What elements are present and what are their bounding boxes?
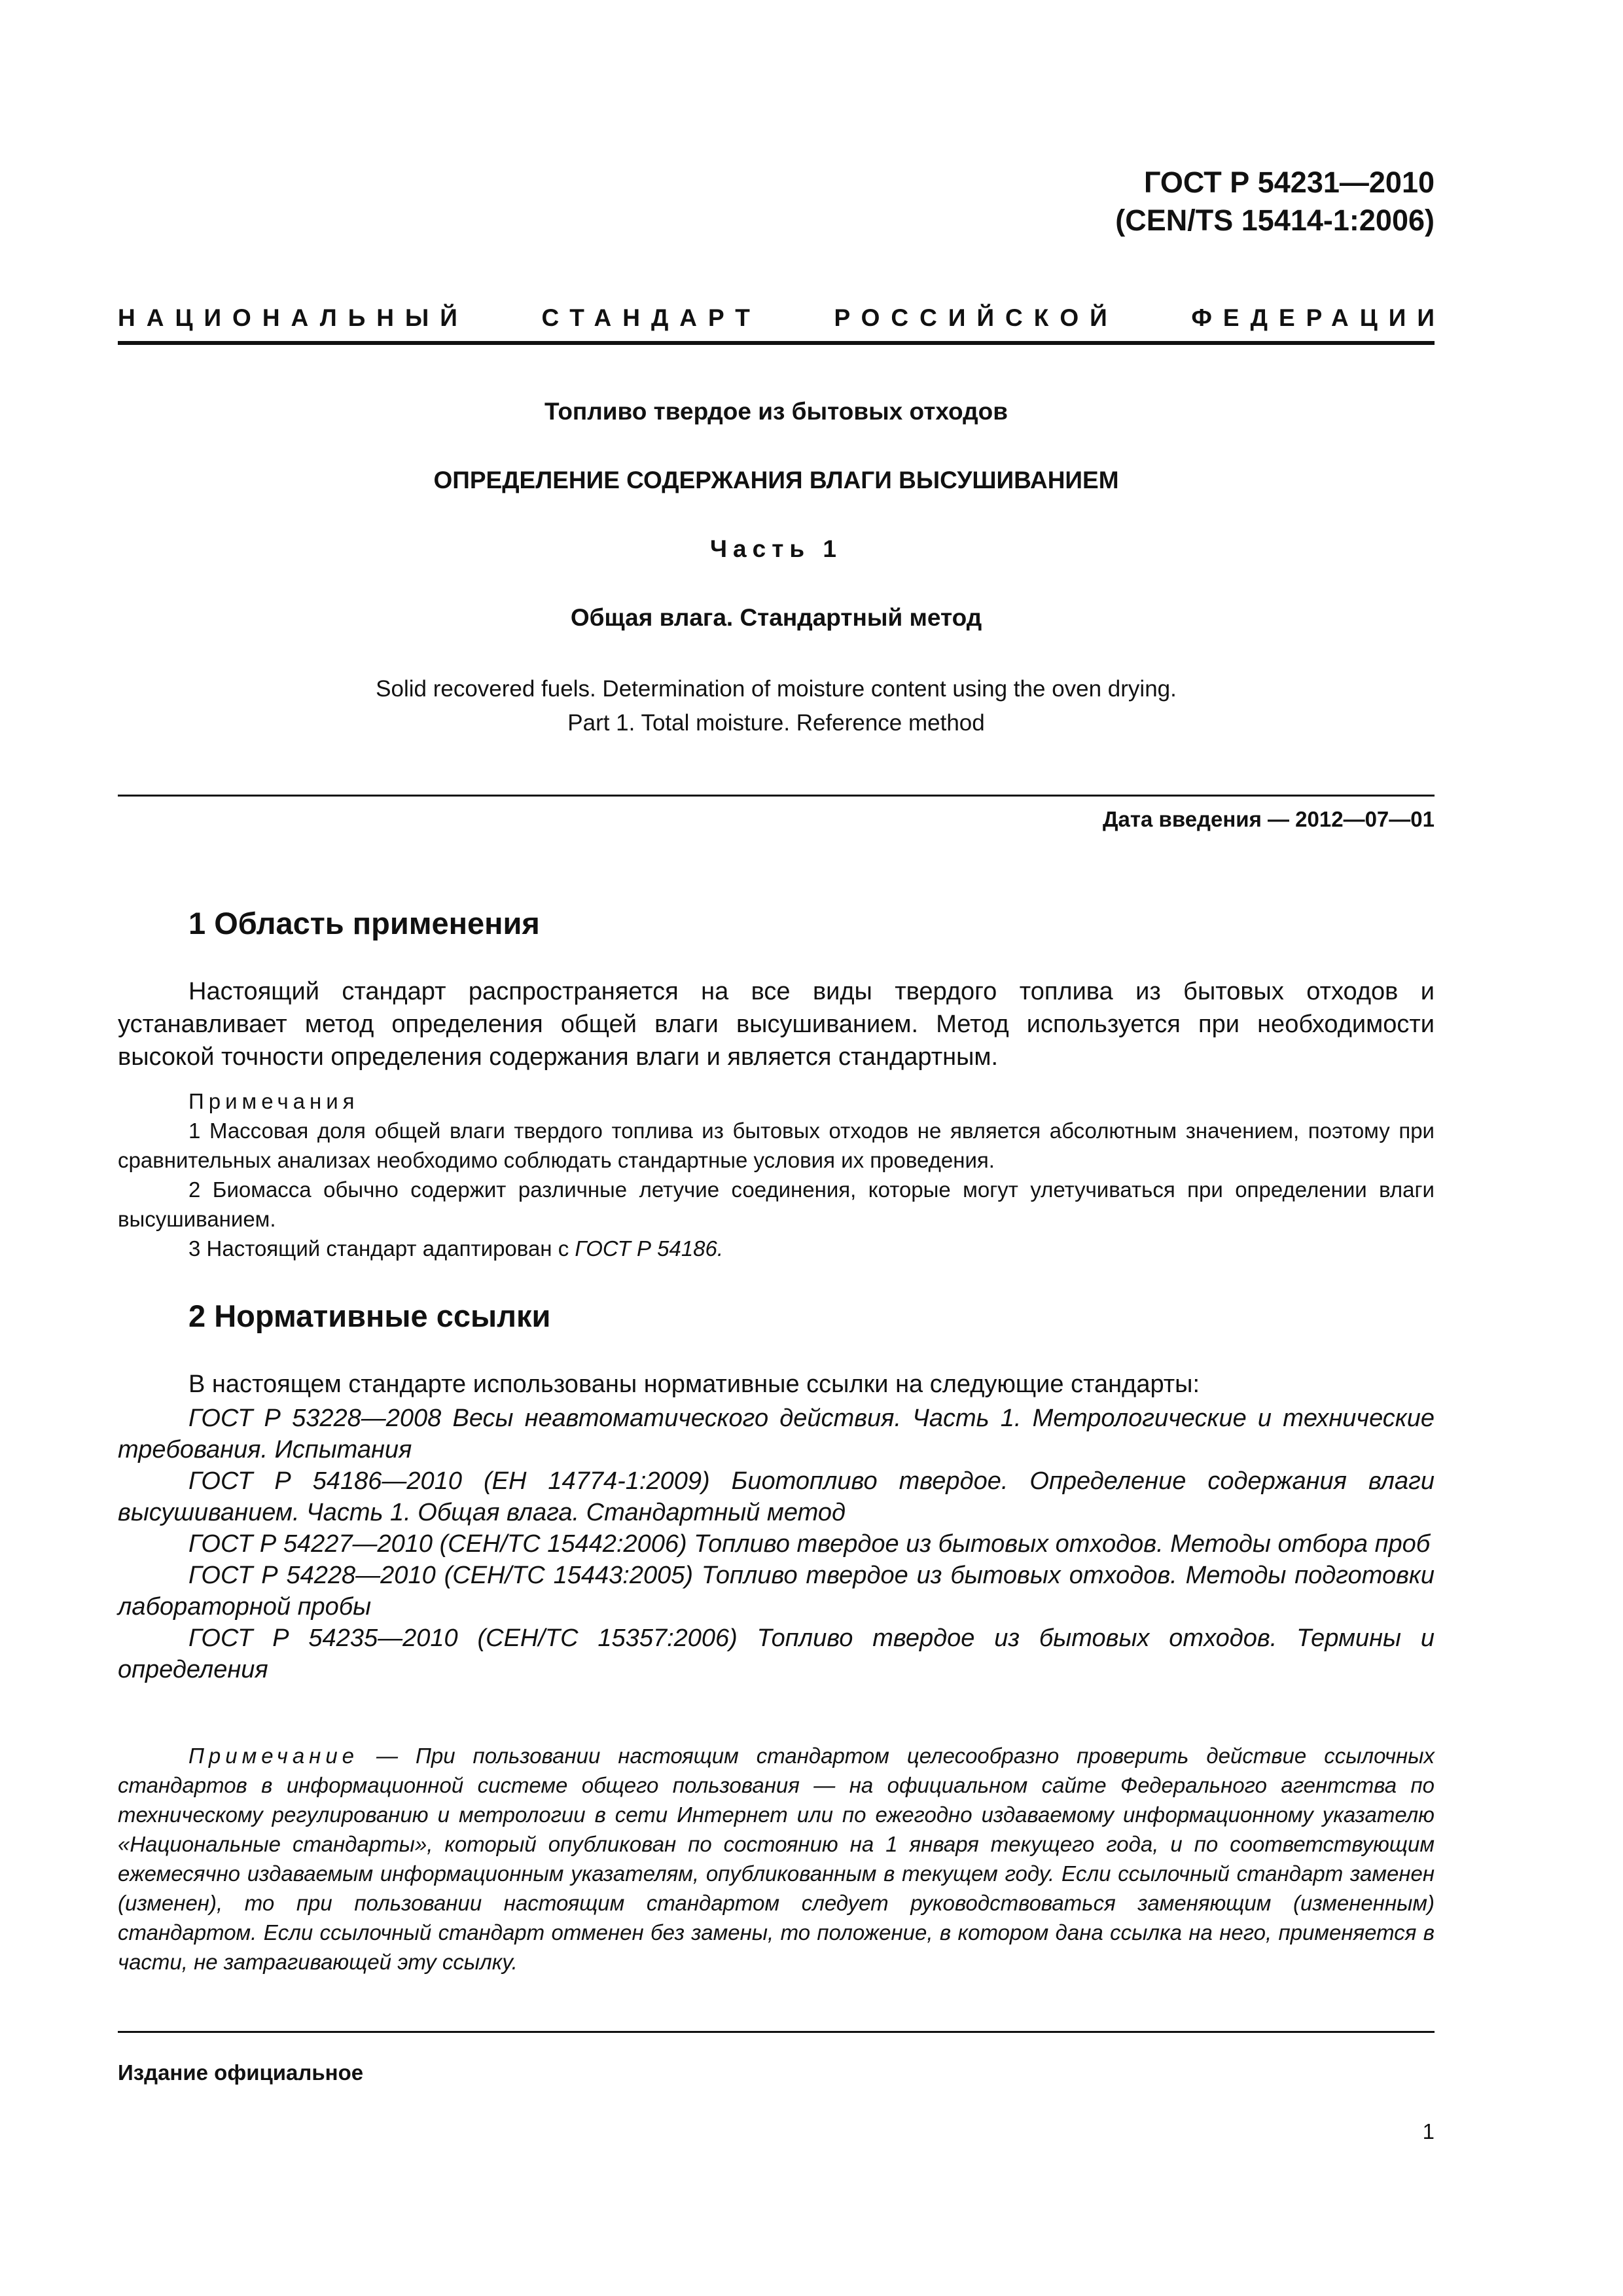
national-standard-title [118,302,1446,334]
date-introduction: Дата введения — 2012—07—01 [1103,807,1435,831]
section-1-heading: 1 Область применения [188,906,540,941]
page-number: 1 [1422,2119,1435,2144]
note-2: 2 Биомасса обычно содержит различные летучие соединения, которые могут улетучиваться при определении влаги высушиванием. [118,1177,1435,1231]
title-subject: Топливо твердое из бытовых отходов [544,398,1008,425]
title-part: Часть 1 [710,535,842,562]
title-subtitle: Общая влага. Стандартный метод [570,604,982,631]
official-edition: Издание официальное [118,2060,364,2085]
date-rule [118,795,1435,797]
notes-label: Примечания [188,1089,359,1113]
title-rule [118,341,1435,345]
nat-word-2: СТАНДАРТ [541,304,761,331]
section-1-text: Настоящий стандарт распространяется на все виды твердого топлива из бытовых отходов и устанавливает метод определения общей влаги высушиванием. Метод используется при необходимости высокой точности определения содержания влаги и является стандартным. [118,978,1435,1071]
title-english-line1: Solid recovered fuels. Determination of moisture content using the oven drying. [376,676,1177,702]
reference-list [118,1403,1435,1685]
reference-item: ГОСТ Р 54235—2010 (СЕН/ТС 15357:2006) Топливо твердое из бытовых отходов. Термины и определения [118,1624,1435,1683]
section-2-intro [118,1368,1435,1401]
gost-code: ГОСТ Р 54231—2010 [1143,166,1435,199]
section-1-paragraph [118,975,1435,1073]
reference-item: ГОСТ Р 53228—2008 Весы неавтоматического действия. Часть 1. Метрологические и технические требования. Испытания [118,1405,1435,1463]
note-1: 1 Массовая доля общей влаги твердого топлива из бытовых отходов не является абсолютным значением, поэтому при сравнительных анализах необходимо соблюдать стандартные условия их проведения. [118,1119,1435,1172]
footer-rule [118,2031,1435,2033]
section-2-intro-text: В настоящем стандарте использованы нормативные ссылки на следующие стандарты: [188,1371,1200,1398]
reference-item: ГОСТ Р 54227—2010 (СЕН/ТС 15442:2006) Топливо твердое из бытовых отходов. Методы отбора проб [188,1530,1431,1558]
note-text: — При пользовании настоящим стандартом целесообразно проверить действие ссылочных стандартов в информационной системе общего пользования — на официальном сайте Федерального агентства по техническому регулированию и метрологии в сети Интернет или по ежегодно издаваемому информационному указателю «Национальные стандарты», который опубликован по состоянию на 1 января текущего года, и по соответствующим ежемесячно издаваемым информационным указателям, опубликованным в текущем году. Если ссылочный стандарт заменен (изменен), то при пользовании настоящим стандартом следует руководствоваться заменяющим (измененным) стандартом. Если ссылочный стандарт отменен без замены, то положение, в котором дана ссылка на него, применяется в части, не затрагивающей эту ссылку. [118,1744,1435,1974]
cen-code: (CEN/TS 15414-1:2006) [1115,204,1435,237]
title-main: ОПРЕДЕЛЕНИЕ СОДЕРЖАНИЯ ВЛАГИ ВЫСУШИВАНИЕМ [433,467,1119,493]
note-3-ref: ГОСТ Р 54186. [575,1236,724,1261]
section-1-notes [118,1086,1435,1263]
note-label: Примечание [188,1744,359,1768]
document-page [118,0,1446,2296]
reference-item: ГОСТ Р 54228—2010 (СЕН/ТС 15443:2005) Топливо твердое из бытовых отходов. Методы подготовки лабораторной пробы [118,1562,1435,1621]
document-code-block [1115,164,1435,240]
reference-item: ГОСТ Р 54186—2010 (ЕН 14774-1:2009) Биотопливо твердое. Определение содержания влаги высушиванием. Часть 1. Общая влага. Стандартный метод [118,1467,1435,1526]
nat-word-3: РОССИЙСКОЙ [834,304,1118,331]
note-3: 3 Настоящий стандарт адаптирован с [188,1236,575,1261]
nat-word-1: НАЦИОНАЛЬНЫЙ [118,304,469,331]
section-2-heading: 2 Нормативные ссылки [188,1299,551,1333]
title-english [118,672,1435,740]
title-english-line2: Part 1. Total moisture. Reference method [567,710,985,736]
section-2-note [118,1741,1435,1977]
nat-word-4: ФЕДЕРАЦИИ [1191,304,1446,331]
